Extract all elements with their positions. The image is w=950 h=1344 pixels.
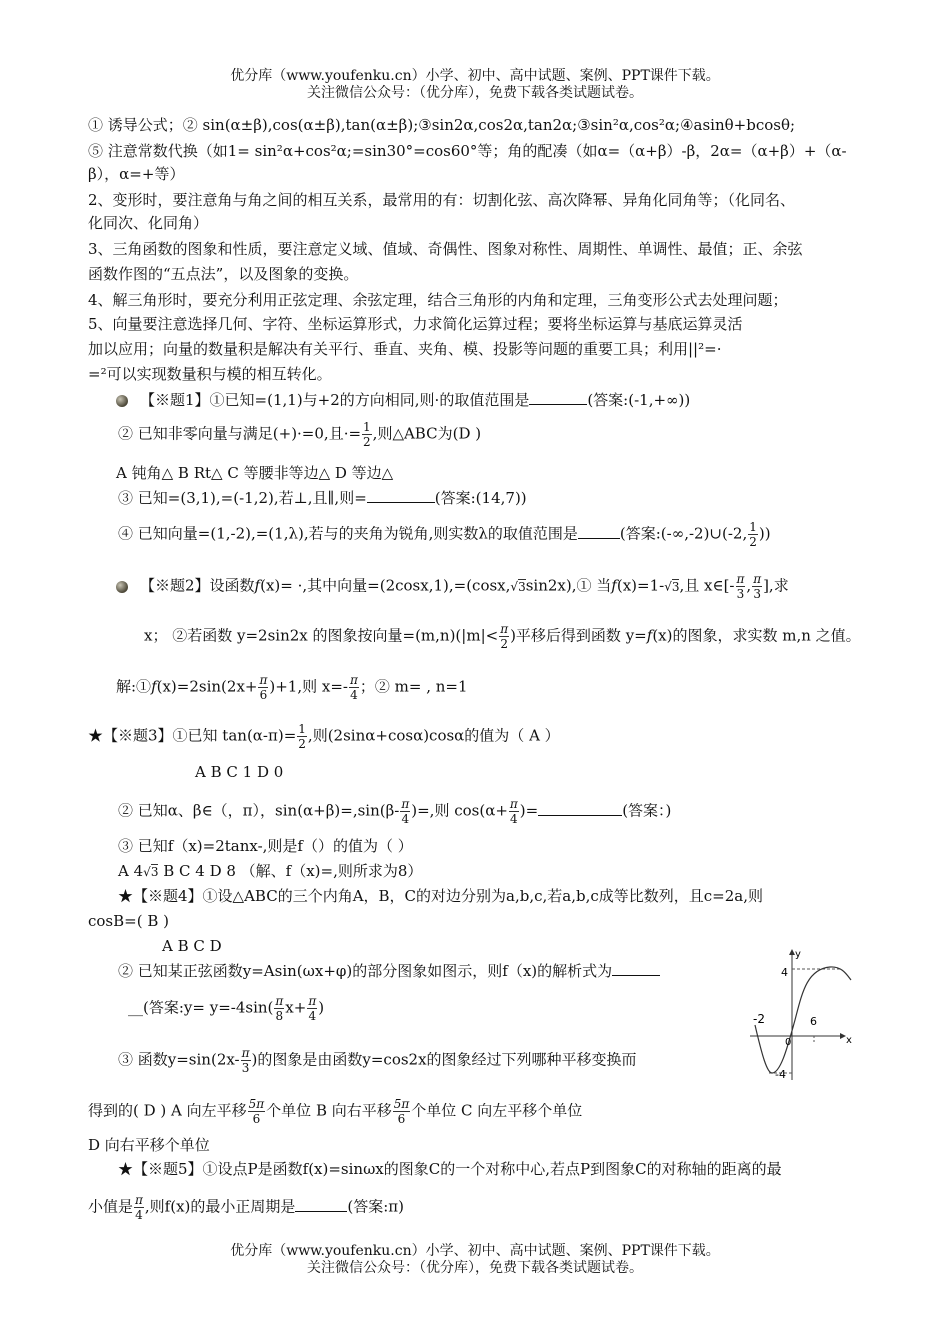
- intro-line-5: 化同次、化同角）: [88, 214, 209, 232]
- header-line-2: 关注微信公众号：（优分库），免费下载各类试题试卷。: [307, 85, 643, 101]
- q4-line-c: ③ 函数y=sin(2x- $\frac{\pi}{3}$ )的图象是由函数y=cos2x的图象经过下列哪种平移变换而: [118, 1046, 637, 1075]
- y-axis-label: y: [795, 949, 801, 960]
- sine-graph-figure: [745, 945, 855, 1085]
- intro-line-4: 2、变形时，要注意角与角之间的相互关系，最常用的有：切割化弦、高次降幂、异角化同角等；（化同名、: [88, 191, 796, 209]
- y-min-label: -4: [775, 1068, 786, 1081]
- intro-line-10: 加以应用；向量的数量积是解决有关平行、垂直、夹角、模、投影等问题的重要工具；利用||²=·: [88, 340, 722, 358]
- x-pos-label: 6: [810, 1015, 817, 1028]
- q1-line-b: ② 已知非零向量与满足(+)·=0,且·= $\frac{1}{2}$ ,则△ABC为(D ): [118, 420, 482, 449]
- q4-line-d: 得到的( D ) A 向左平移 $\frac{5\pi}{6}$ 个单位 B 向右平移 $\frac{5\pi}{6}$ 个单位 C 向左平移个单位: [88, 1097, 583, 1126]
- q1-options: A 钝角△ B Rt△ C 等腰非等边△ D 等边△: [116, 464, 394, 482]
- answer-blank: [529, 404, 587, 405]
- origin-label: 0: [785, 1037, 792, 1048]
- intro-line-8: 4、解三角形时，要充分利用正弦定理、余弦定理，结合三角形的内角和定理，三角变形公式去处理问题；: [88, 291, 788, 309]
- q4-line-a: ★【※题4】①设△ABC的三个内角A，B，C的对边分别为a,b,c,若a,b,c成等比数列，且c=2a,则: [118, 887, 763, 905]
- intro-line-1: ① 诱导公式；② sin(α±β),cos(α±β),tan(α±β);③sin2α,cos2α,tan2α;③sin²α,cos²α;④asinθ+bcosθ;: [88, 116, 796, 134]
- q3-line-b: ② 已知α、β∈（，π），sin(α+β)=,sin(β- $\frac{\pi}{4}$ )=,则 cos(α+ $\frac{\pi}{4}$ )= (答案：): [118, 797, 672, 826]
- footer-line-2: 关注微信公众号：（优分库），免费下载各类试题试卷。: [307, 1260, 643, 1276]
- q4-line-a2: cosB=( B ): [88, 912, 169, 930]
- q1-line-d: ④ 已知向量=(1,-2),=(1,λ),若与的夹角为锐角,则实数λ的取值范围是 (答案:(-∞,-2)∪(-2, $\frac{1}{2}$ )): [118, 520, 771, 549]
- answer-blank: [367, 502, 435, 503]
- answer-blank: [612, 975, 660, 976]
- q2-solution: 解:①f(x)=2sin(2x+ $\frac{\pi}{6}$ )+1,则 x=- $\frac{\pi}{4}$ ；② m= , n=1: [116, 673, 468, 702]
- q5-line-b: 小值是 $\frac{\pi}{4}$ ,则f(x)的最小正周期是 (答案:π): [88, 1193, 405, 1222]
- q4-line-b: ② 已知某正弦函数y=Asin(ωx+φ)的部分图象如图示，则f（x)的解析式为: [118, 961, 660, 981]
- x-neg-label: -2: [753, 1012, 765, 1026]
- footer-line-1: 优分库（www.youfenku.cn）小学、初中、高中试题、案例、PPT课件下载。: [230, 1243, 720, 1259]
- q5-line-a: ★【※题5】①设点P是函数f(x)=sinωx的图象C的一个对称中心,若点P到图象C的对称轴的距离的最: [118, 1160, 782, 1178]
- answer-blank: [578, 538, 620, 539]
- intro-line-11: =²可以实现数量积与模的相互转化。: [88, 365, 332, 383]
- q4-line-e: D 向右平移个单位: [88, 1136, 210, 1154]
- page-header: [0, 68, 950, 102]
- q2-line-b: x； ②若函数 y=2sin2x 的图象按向量=(m,n)(|m|< $\frac{\pi}{2}$ )平移后得到函数 y=f(x)的图象，求实数 m,n 之值。: [144, 622, 861, 651]
- intro-line-2: ⑤ 注意常数代换（如1= sin²α+cos²α;=sin30°=cos60°等；角的配凑（如α=（α+β）-β，2α=（α+β）+（α-: [88, 142, 847, 160]
- intro-line-6: 3、三角函数的图象和性质，要注意定义域、值域、奇偶性、图象对称性、周期性、单调性、最值；正、余弦: [88, 240, 803, 258]
- q1-line-a: 【※题1】①已知=(1,1)与+2的方向相同,则·的取值范围是 (答案:(-1,+∞)): [116, 390, 690, 410]
- q4-line-b2: __(答案:y= y=-4sin( $\frac{\pi}{8}$ x+ $\frac{\pi}{4}$ ): [128, 994, 325, 1023]
- answer-blank: [295, 1211, 347, 1212]
- x-axis-label: x: [846, 1035, 852, 1046]
- sine-curve: [755, 967, 851, 1073]
- bullet-ball-icon: [116, 395, 128, 407]
- fraction: $\frac{1}{2}$: [749, 520, 757, 549]
- fraction: $\frac{1}{2}$: [363, 420, 371, 449]
- intro-line-7: 函数作图的“五点法”，以及图象的变换。: [88, 265, 359, 283]
- q3-line-d: A 4√3 B C 4 D 8 （解、f（x)=,则所求为8）: [118, 862, 423, 880]
- answer-blank: [538, 815, 622, 816]
- q3-line-c: ③ 已知f（x)=2tanx-,则是f（）的值为（ ）: [118, 837, 413, 855]
- bullet-ball-icon: [116, 581, 128, 593]
- q4-options: A B C D: [162, 937, 222, 955]
- intro-line-9: 5、向量要注意选择几何、字符、坐标运算形式，力求简化运算过程；要将坐标运算与基底运算灵活: [88, 315, 743, 333]
- header-line-1: 优分库（www.youfenku.cn）小学、初中、高中试题、案例、PPT课件下载。: [230, 68, 720, 84]
- intro-line-3: β），α=+等）: [88, 165, 185, 183]
- q3-options: A B C 1 D 0: [195, 763, 284, 781]
- q1-line-c: ③ 已知=(3,1),=(-1,2),若⊥,且∥,则= (答案:(14,7)): [118, 489, 527, 507]
- q2-line-a: 【※题2】设函数f(x)= ·,其中向量=(2cosx,1),=(cosx,√3sin2x),① 当f(x)=1-√3,且 x∈[- $\frac{\pi}{3}$ , $\frac{\pi}{3}$ ],求: [116, 572, 789, 601]
- page-footer: [0, 1243, 950, 1277]
- y-max-label: 4: [781, 966, 788, 979]
- q3-line-a: ★【※题3】①已知 tan(α-π)= $\frac{1}{2}$ ,则(2sinα+cosα)cosα的值为（ A ）: [88, 722, 560, 751]
